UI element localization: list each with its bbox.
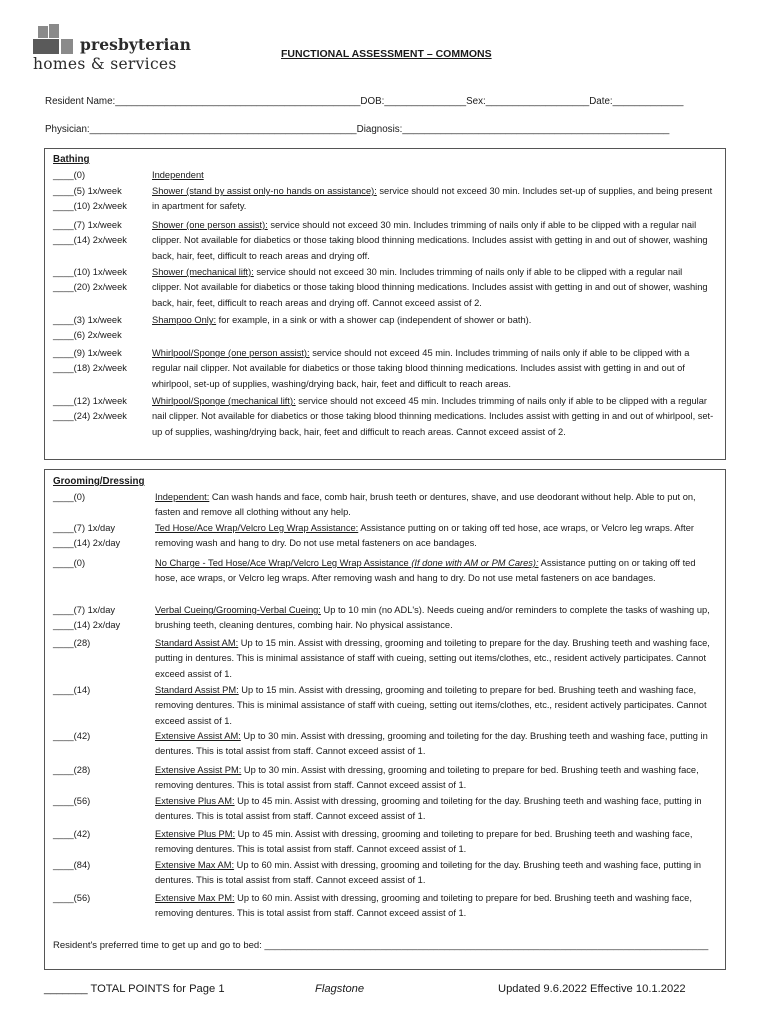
points-blanks[interactable]	[53, 394, 127, 425]
item-description	[155, 683, 717, 729]
item-text: service should not exceed 45 min. Includes trimming of nails only if able to be clipped with a regular nail clipper. Not available for diabetics or those taking blood thinning medications. Includes assist with getting in and out of whirlpool, set-up of supplies, washing/drying back, hair, feet and difficult to reach areas. Cannot exceed assist of 2.	[152, 396, 714, 437]
points-blanks[interactable]	[53, 858, 90, 873]
item-label: Whirlpool/Sponge (mechanical lift):	[152, 396, 296, 406]
points-option[interactable]: ____(10) 2x/week	[53, 201, 127, 212]
points-option[interactable]: ____(6) 2x/week	[53, 330, 122, 341]
points-option[interactable]: ____(7) 1x/week	[53, 220, 122, 230]
points-option[interactable]: ____(3) 1x/week	[53, 315, 122, 325]
item-label: Shower (stand by assist only-no hands on assistance):	[152, 186, 377, 196]
item-text: service should not exceed 45 min. Includes trimming of nails only if able to be clipped with a regular nail clipper. Not available for diabetics or those taking blood thinning medications. Includes assist with getting in and out of whirlpool, set-up of supplies, washing/drying back, hair, feet and difficult to reach areas.	[152, 348, 690, 389]
preferred-time-field[interactable]: Resident's preferred time to get up and go to bed: ____________________________________________________________________________________	[53, 940, 709, 951]
item-description	[155, 827, 717, 858]
item-description	[152, 168, 714, 183]
item-description	[155, 858, 717, 889]
item-description	[152, 394, 714, 440]
resident-info-row[interactable]: Resident Name:_____________________________________________DOB:_______________Sex:___________________Date:_____________	[45, 96, 684, 107]
item-text: for example, in a sink or with a shower cap (independent of shower or bath).	[216, 315, 532, 325]
item-label: Standard Assist PM:	[155, 685, 239, 695]
points-blanks[interactable]	[53, 763, 90, 778]
item-label: Standard Assist AM:	[155, 638, 239, 648]
points-option[interactable]: ____(14) 2x/week	[53, 235, 127, 246]
points-option[interactable]: ____(24) 2x/week	[53, 411, 127, 422]
points-option[interactable]: ____(12) 1x/week	[53, 396, 127, 406]
item-text: Up to 45 min. Assist with dressing, grooming and toileting to prepare for bed. Brushing teeth and washing face, removing dentures. This is total assist from staff. Cannot exceed assist of 1.	[155, 829, 693, 855]
item-description	[155, 636, 717, 682]
item-label: Shower (one person assist):	[152, 220, 268, 230]
points-blanks[interactable]	[53, 556, 85, 571]
location-label: Flagstone	[315, 983, 365, 995]
points-option[interactable]: ____(0)	[53, 170, 86, 180]
points-option[interactable]: ____(18) 2x/week	[53, 363, 127, 374]
item-label: No Charge - Ted Hose/Ace Wrap/Velcro Leg Wrap Assistance	[155, 558, 412, 568]
total-points[interactable]: _______ TOTAL POINTS for Page 1	[44, 983, 225, 995]
points-blanks[interactable]	[53, 168, 85, 183]
item-label-italic: (If done with AM or PM Cares):	[411, 558, 539, 568]
item-label: Extensive Max AM:	[155, 860, 235, 870]
item-text: Up to 30 min. Assist with dressing, grooming and toileting for the day. Brushing teeth and washing face, putting in dentures. This is total assist from staff. Cannot exceed assist of 1.	[155, 731, 708, 757]
item-description	[152, 218, 714, 264]
item-label: Shampoo Only:	[152, 315, 217, 325]
item-label: Extensive Assist PM:	[155, 765, 242, 775]
points-option[interactable]: ____(0)	[53, 492, 86, 502]
points-option[interactable]: ____(10) 1x/week	[53, 267, 127, 277]
item-description	[152, 184, 714, 215]
item-label: Extensive Assist AM:	[155, 731, 241, 741]
item-description	[152, 265, 714, 311]
item-label: Shower (mechanical lift):	[152, 267, 254, 277]
item-text: Can wash hands and face, comb hair, brush teeth or dentures, shave, and use deodorant without help. Able to put on, fasten and remove all clothing without any help.	[155, 492, 696, 518]
points-blanks[interactable]	[53, 827, 90, 842]
item-text: Up to 30 min. Assist with dressing, grooming and toileting to prepare for bed. Brushing teeth and washing face, removing dentures. This is total assist from staff. Cannot exceed assist of 1.	[155, 765, 699, 791]
item-label: Verbal Cueing/Grooming-Verbal Cueing:	[155, 605, 321, 615]
points-blanks[interactable]	[53, 729, 90, 744]
points-blanks[interactable]	[53, 636, 90, 651]
points-blanks[interactable]	[53, 218, 127, 249]
item-text: Up to 60 min. Assist with dressing, grooming and toileting to prepare for bed. Brushing teeth and washing face, removing dentures. This is total assist from staff. Cannot exceed assist of 1.	[155, 893, 692, 919]
points-option[interactable]: ____(56)	[53, 796, 91, 806]
item-label: Extensive Plus PM:	[155, 829, 236, 839]
points-option[interactable]: ____(9) 1x/week	[53, 348, 122, 358]
points-option[interactable]: ____(28)	[53, 638, 91, 648]
updated-effective-date: Updated 9.6.2022 Effective 10.1.2022	[498, 983, 686, 995]
points-blanks[interactable]	[53, 891, 90, 906]
item-description	[155, 763, 717, 794]
points-option[interactable]: ____(42)	[53, 731, 91, 741]
item-text: Up to 45 min. Assist with dressing, grooming and toileting for the day. Brushing teeth and washing face, putting in dentures. This is total assist from staff. Cannot exceed assist of 1.	[155, 796, 702, 822]
item-label: Independent	[152, 170, 204, 180]
item-label: Extensive Plus AM:	[155, 796, 235, 806]
points-blanks[interactable]	[53, 683, 90, 698]
points-blanks[interactable]	[53, 346, 127, 377]
points-option[interactable]: ____(84)	[53, 860, 91, 870]
item-text: Assistance putting on or taking off ted hose, ace wraps, or Velcro leg wraps. After removing wash and hang to dry. Do not use metal fasteners on ace bandages.	[155, 558, 696, 584]
item-text: service should not exceed 30 min. Includes trimming of nails only if able to be clipped with a regular nail clipper. Not available for diabetics or those taking blood thinning medications. Includes assist with getting in and out of shower, washing back, hair, feet, difficult to reach areas and drying off. Cannot exceed assist of 2.	[152, 267, 708, 308]
points-option[interactable]: ____(0)	[53, 558, 86, 568]
points-blanks[interactable]	[53, 603, 120, 634]
document-title: FUNCTIONAL ASSESSMENT – COMMONS	[281, 48, 492, 60]
grooming-title: Grooming/Dressing	[53, 476, 145, 487]
item-description	[155, 794, 717, 825]
item-description	[152, 313, 714, 328]
item-text: Assistance putting on or taking off ted hose, ace wraps, or Velcro leg wraps. After removing wash and hang to dry. Do not use metal fasteners on ace bandages.	[155, 523, 695, 549]
points-option[interactable]: ____(56)	[53, 893, 91, 903]
item-text: service should not exceed 30 min. Includes trimming of nails only if able to be clipped with a regular nail clipper. Not available for diabetics or those taking blood thinning medications. Includes assist with getting in and out of shower, washing back, hair, feet, difficult to reach areas and drying off.	[152, 220, 708, 261]
item-description	[155, 891, 717, 922]
item-text: Up to 15 min. Assist with dressing, grooming and toileting to prepare for the day. Brushing teeth and washing face, putting in dentures. This is minimal assistance of staff with cueing, setting out items/clothes, etc., resident actively participates. Cannot exceed assist of 1.	[155, 638, 710, 679]
points-option[interactable]: ____(14) 2x/day	[53, 620, 121, 631]
logo-text-line2: homes & services	[33, 55, 177, 73]
points-blanks[interactable]	[53, 184, 127, 215]
logo-house-icon	[33, 24, 75, 56]
item-description	[155, 521, 717, 552]
points-option[interactable]: ____(20) 2x/week	[53, 282, 127, 293]
points-blanks[interactable]	[53, 521, 120, 552]
item-text: Up to 60 min. Assist with dressing, grooming and toileting for the day. Brushing teeth and washing face, putting in dentures. This is total assist from staff. Cannot exceed assist of 1.	[155, 860, 702, 886]
item-description	[155, 556, 717, 587]
item-label: Whirlpool/Sponge (one person assist):	[152, 348, 310, 358]
points-option[interactable]: ____(5) 1x/week	[53, 186, 122, 196]
bathing-title: Bathing	[53, 154, 90, 165]
points-option[interactable]: ____(7) 1x/day	[53, 605, 116, 615]
grooming-section	[44, 469, 726, 970]
points-option[interactable]: ____(42)	[53, 829, 91, 839]
points-blanks[interactable]	[53, 313, 122, 344]
item-text: Up to 10 min (no ADL's). Needs cueing and/or reminders to complete the tasks of washing up, brushing teeth, cleaning dentures, combing hair. No physical assistance.	[155, 605, 710, 631]
item-description	[155, 729, 717, 760]
bathing-section	[44, 148, 726, 460]
points-blanks[interactable]	[53, 265, 127, 296]
item-description	[155, 490, 717, 521]
item-text: service should not exceed 30 min. Includes set-up of supplies, and being present in apartment for safety.	[152, 186, 713, 212]
points-option[interactable]: ____(7) 1x/day	[53, 523, 116, 533]
item-description	[152, 346, 714, 392]
item-label: Ted Hose/Ace Wrap/Velcro Leg Wrap Assistance:	[155, 523, 359, 533]
item-label: Extensive Max PM:	[155, 893, 235, 903]
item-text: Up to 15 min. Assist with dressing, grooming and toileting to prepare for bed. Brushing teeth and washing face, removing dentures. This is minimal assistance of staff with cueing, setting out items/clothes, etc., resident actively participates. Cannot exceed assist of 1.	[155, 685, 707, 726]
physician-info-row[interactable]: Physician:_________________________________________________Diagnosis:_________________________________________________	[45, 124, 670, 135]
item-label: Independent:	[155, 492, 210, 502]
item-description	[155, 603, 717, 634]
points-option[interactable]: ____(14)	[53, 685, 91, 695]
points-blanks[interactable]	[53, 794, 90, 809]
logo-text-line1: presbyterian	[80, 35, 192, 54]
points-option[interactable]: ____(28)	[53, 765, 91, 775]
points-blanks[interactable]	[53, 490, 85, 505]
points-option[interactable]: ____(14) 2x/day	[53, 538, 121, 549]
